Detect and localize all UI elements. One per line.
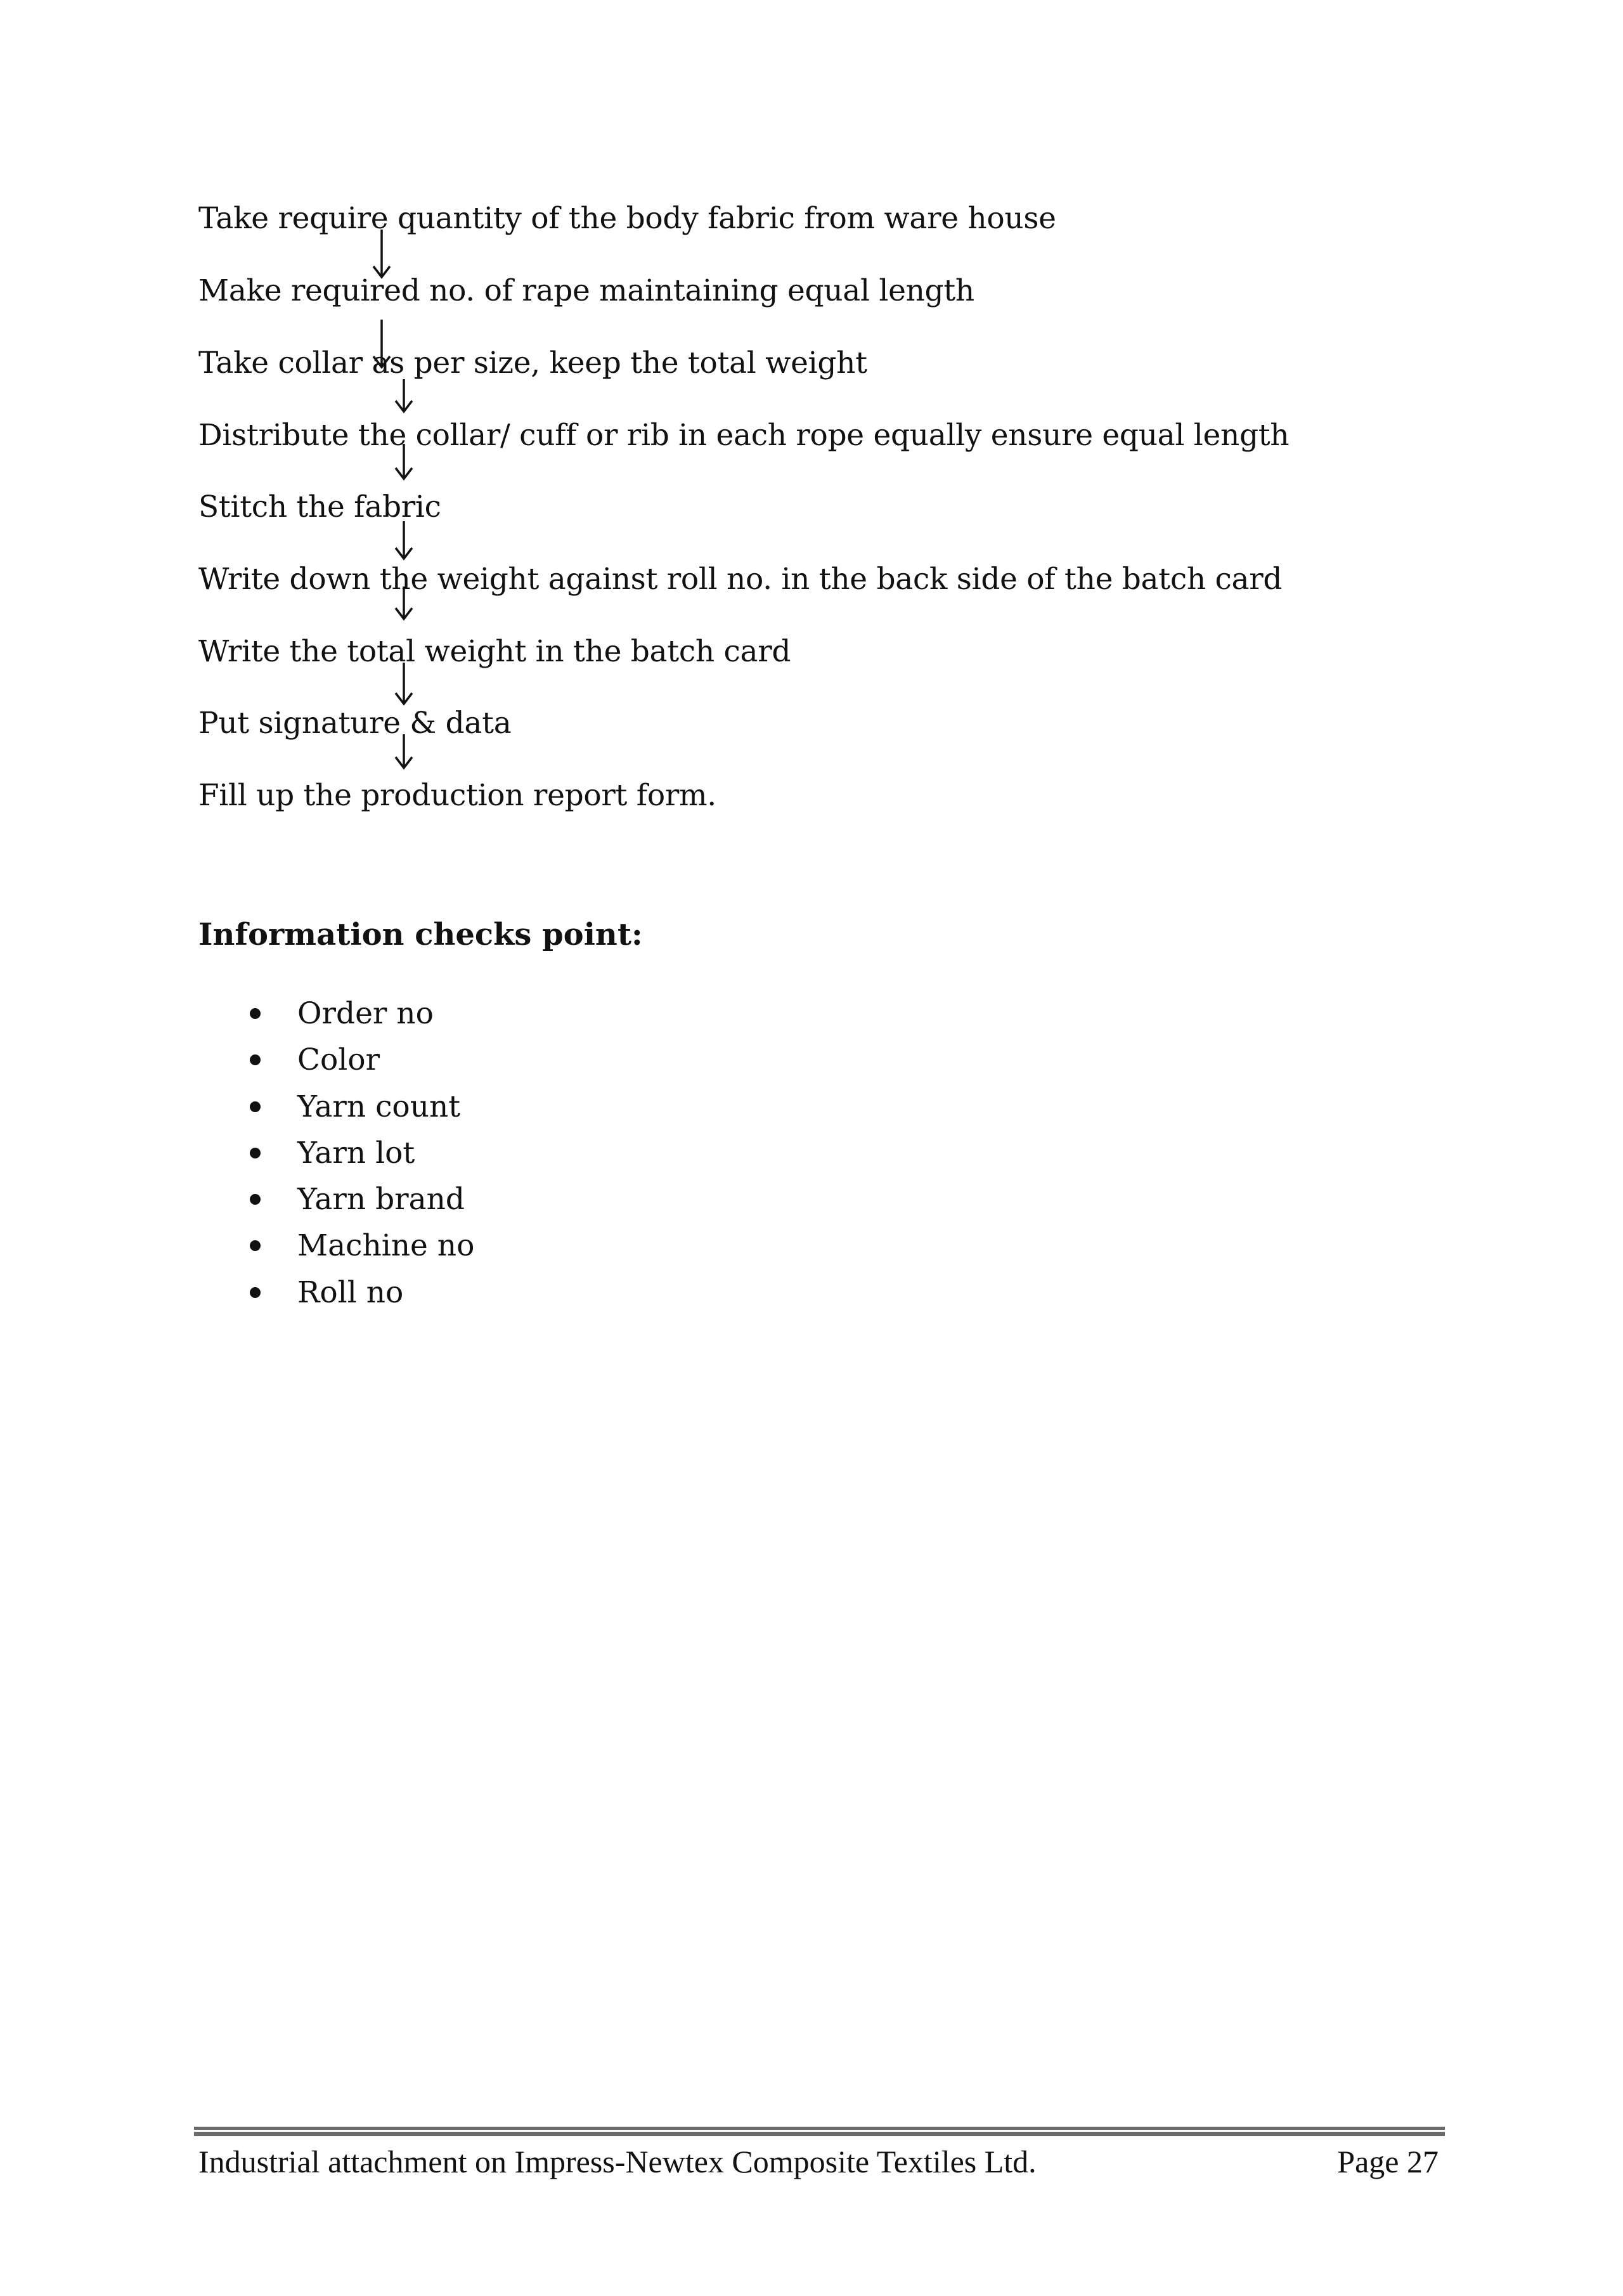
flow-arrow-down-icon xyxy=(391,734,417,771)
check-item-label: Roll no xyxy=(297,1274,404,1310)
flow-step-write-weight-roll: Write down the weight against roll no. in the back side of the batch card xyxy=(198,562,1283,597)
bullet-icon xyxy=(250,1287,261,1298)
check-item-label: Yarn brand xyxy=(297,1182,465,1217)
check-item-label: Color xyxy=(297,1042,380,1078)
footer-divider xyxy=(194,2127,1445,2138)
flow-step-stitch-fabric: Stitch the fabric xyxy=(198,490,441,524)
flow-arrow-down-icon xyxy=(369,320,394,370)
check-item-label: Order no xyxy=(297,996,434,1031)
footer-title: Industrial attachment on Impress-Newtex Composite Textiles Ltd. xyxy=(198,2144,1037,2179)
flow-step-make-rope: Make required no. of rape maintaining equal length xyxy=(198,273,974,308)
bullet-icon xyxy=(250,1240,261,1251)
bullet-icon xyxy=(250,1194,261,1205)
flow-step-distribute-collar: Distribute the collar/ cuff or rib in each rope equally ensure equal length xyxy=(198,418,1290,453)
flow-step-take-fabric: Take require quantity of the body fabric from ware house xyxy=(198,201,1056,236)
bullet-icon xyxy=(250,1148,261,1158)
flow-step-write-total-weight: Write the total weight in the batch card xyxy=(198,634,791,669)
flow-arrow-down-icon xyxy=(391,379,417,415)
page-number: Page 27 xyxy=(1337,2144,1439,2179)
check-item-label: Machine no xyxy=(297,1228,475,1264)
check-item-label: Yarn count xyxy=(297,1089,461,1124)
flow-arrow-down-icon xyxy=(391,444,417,482)
flow-arrow-down-icon xyxy=(391,521,417,562)
bullet-icon xyxy=(250,1101,261,1112)
bullet-icon xyxy=(250,1054,261,1065)
flow-arrow-down-icon xyxy=(391,663,417,707)
flow-arrow-down-icon xyxy=(391,587,417,622)
flow-arrow-down-icon xyxy=(369,230,394,280)
flow-step-signature: Put signature & data xyxy=(198,706,512,741)
bullet-icon xyxy=(250,1008,261,1019)
flow-step-fill-report: Fill up the production report form. xyxy=(198,778,716,813)
information-checks-heading: Information checks point: xyxy=(198,917,643,952)
flow-step-take-collar: Take collar as per size, keep the total weight xyxy=(198,346,867,380)
check-item-label: Yarn lot xyxy=(297,1135,415,1171)
